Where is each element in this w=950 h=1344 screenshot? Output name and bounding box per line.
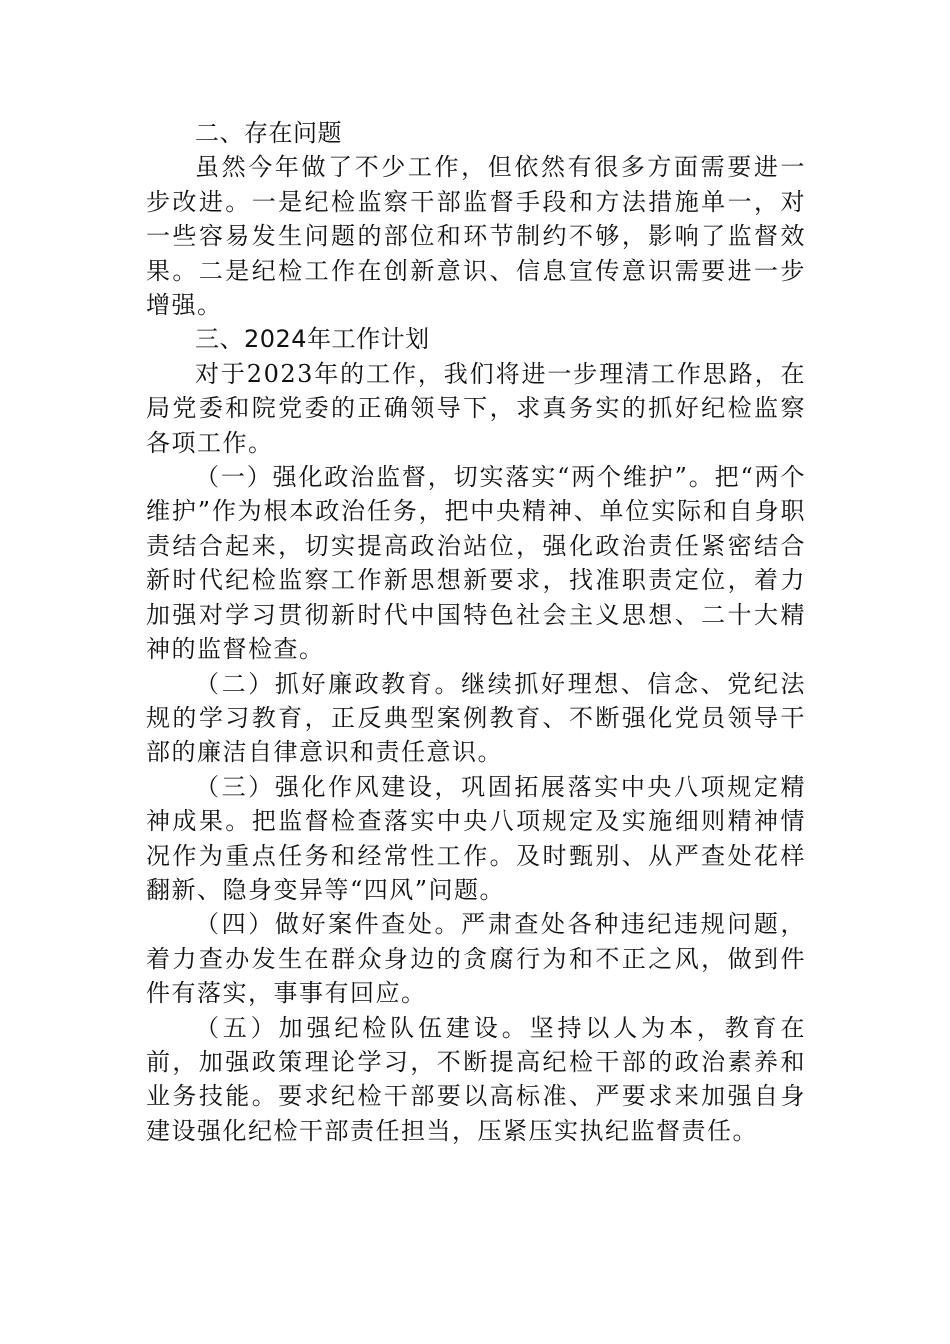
paragraph-problems: 虽然今年做了不少工作，但依然有很多方面需要进一步改进。一是纪检监察干部监督手段和方法措施单一，对一些容易发生问题的部位和环节制约不够，影响了监督效果。二是纪检工作在创新意识、信息宣传意识需要进一步增强。 [146,153,806,320]
document-page [146,116,806,1148]
section-heading-problems: 二、存在问题 [195,119,342,147]
plan-item-1: （一）强化政治监督，切实落实“两个维护”。把“两个维护”作为根本政治任务，把中央精神、单位实际和自身职责结合起来，切实提高政治站位，强化政治责任紧密结合新时代纪检监察工作新思想新要求，找准职责定位，着力加强对学习贯彻新时代中国特色社会主义思想、二十大精神的监督检查。 [146,463,806,664]
plan-item-3: （三）强化作风建设，巩固拓展落实中央八项规定精神成果。把监督检查落实中央八项规定及实施细则精神情况作为重点任务和经常性工作。及时甄别、从严查处花样翻新、隐身变异等“四风”问题。 [146,772,806,904]
paragraph-plan-intro: 对于2023年的工作，我们将进一步理清工作思路，在局党委和院党委的正确领导下，求真务实的抓好纪检监察各项工作。 [146,359,806,457]
plan-item-2: （二）抓好廉政教育。继续抓好理想、信念、党纪法规的学习教育，正反典型案例教育、不断强化党员领导干部的廉洁自律意识和责任意识。 [146,669,806,767]
plan-item-4: （四）做好案件查处。严肃查处各种违纪违规问题，着力查办发生在群众身边的贪腐行为和不正之风，做到件件有落实，事事有回应。 [146,910,806,1008]
section-heading-plan: 三、2024年工作计划 [195,325,430,354]
plan-item-5: （五）加强纪检队伍建设。坚持以人为本，教育在前，加强政策理论学习，不断提高纪检干部的政治素养和业务技能。要求纪检干部要以高标准、严要求来加强自身建设强化纪检干部责任担当，压紧压实执纪监督责任。 [146,1013,806,1145]
